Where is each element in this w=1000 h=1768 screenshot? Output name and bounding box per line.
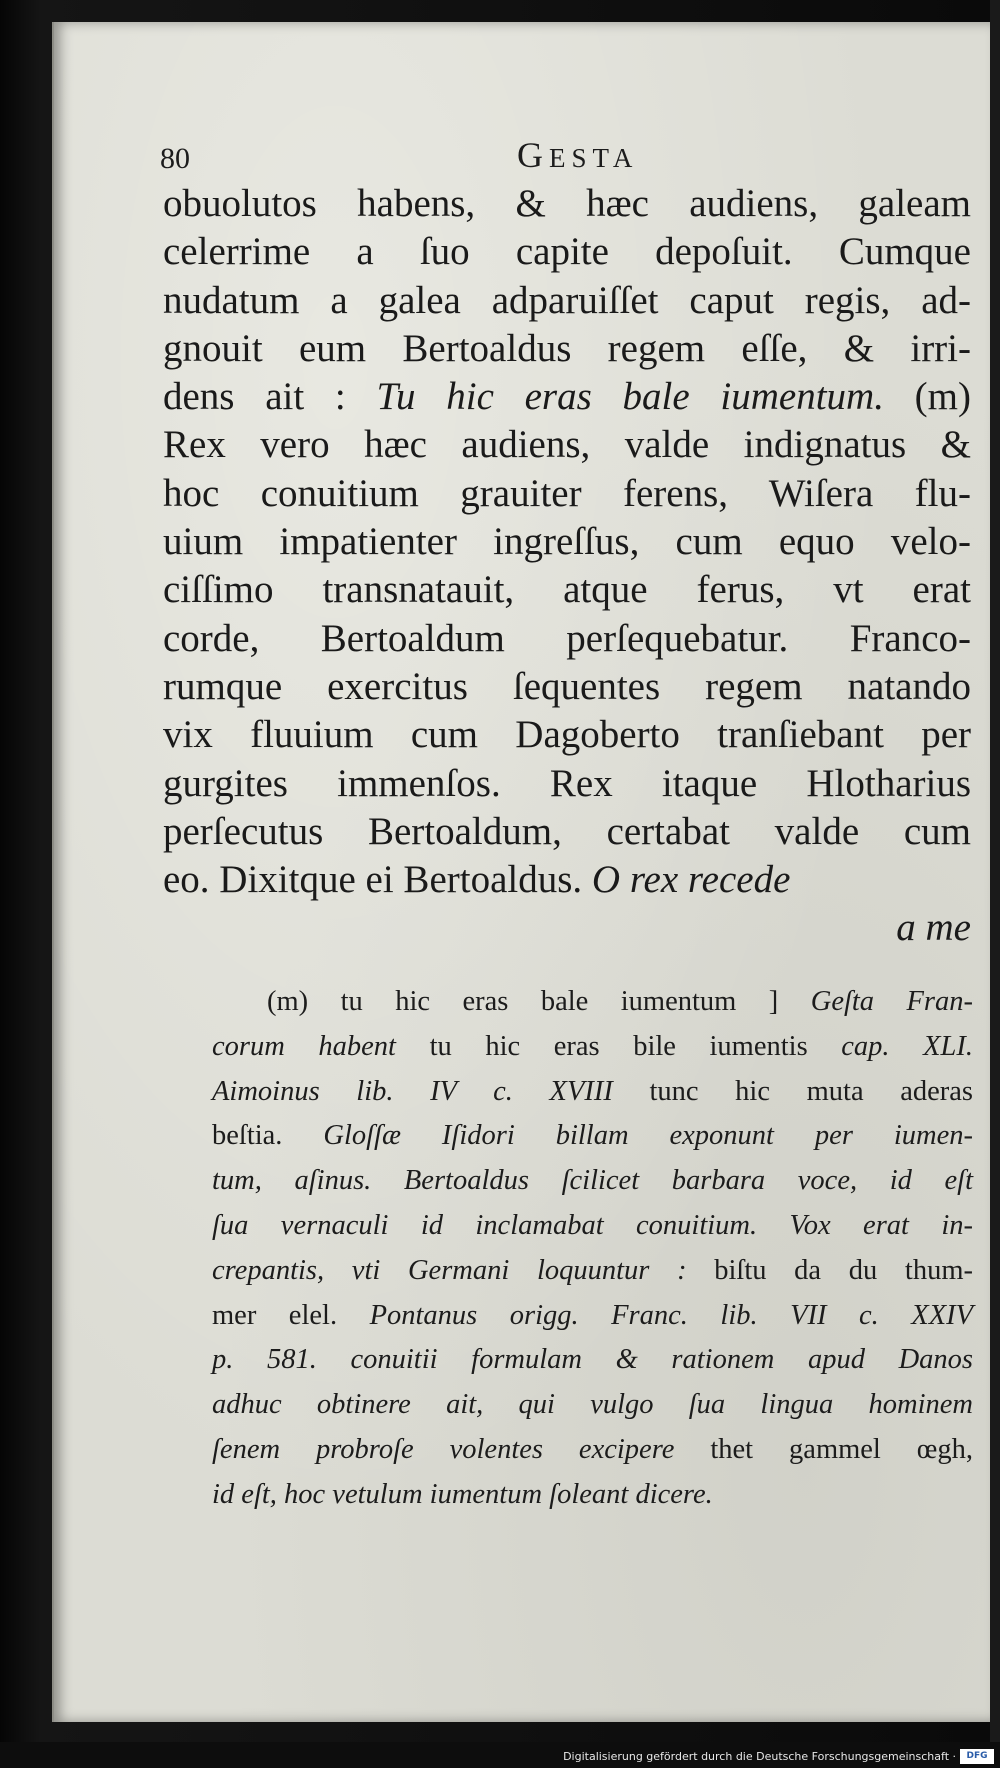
dfg-logo: DFG <box>960 1749 994 1764</box>
footnote-line <box>212 1114 973 1159</box>
footnote-segment: tum, aſinus. Bertoaldus ſcilicet barbara voce, id eſt <box>212 1165 973 1197</box>
footnote-block <box>212 980 973 1518</box>
text-line <box>163 760 971 808</box>
text-segment: corde, Bertoaldum perſequebatur. Franco- <box>163 616 971 660</box>
text-segment: hoc conuitium grauiter ferens, Wiſera flu- <box>163 471 971 515</box>
footnote-segment: Gloſſæ Iſidori billam exponunt per iumen- <box>323 1120 973 1152</box>
footnote-segment: tu hic eras bile iumentis <box>395 1030 842 1062</box>
footnote-line <box>212 1204 973 1249</box>
text-line <box>163 808 971 856</box>
text-segment: vix fluuium cum Dagoberto tranſiebant per <box>163 713 971 757</box>
footnote-line <box>212 1249 973 1294</box>
text-segment: obuolutos habens, & hæc audiens, galeam <box>163 182 971 225</box>
footnote-line <box>212 1070 973 1115</box>
text-segment: a me <box>896 906 971 950</box>
credit-bar <box>0 1742 1000 1768</box>
running-title <box>517 134 638 176</box>
text-line <box>163 518 971 566</box>
footnote-line <box>212 1338 973 1383</box>
text-line <box>163 373 971 421</box>
book-page <box>52 22 992 1722</box>
footnote-segment: corum habent <box>212 1030 396 1062</box>
footnote-segment: ſua vernaculi id inclamabat conuitium. Vox erat in- <box>212 1209 973 1241</box>
text-line <box>163 904 971 952</box>
text-line <box>163 663 971 711</box>
text-line <box>163 856 971 904</box>
text-segment: perſecutus Bertoaldum, certabat valde cum <box>163 809 971 853</box>
footnote-segment: Aimoinus lib. IV c. XVIII <box>212 1075 613 1107</box>
main-text-block <box>163 180 971 953</box>
text-line <box>163 711 971 759</box>
footnote-line <box>212 1473 973 1518</box>
text-line <box>163 277 971 325</box>
footnote-segment: ſenem probroſe volentes excipere <box>212 1433 675 1465</box>
text-segment: gurgites immenſos. Rex itaque Hlotharius <box>163 761 971 805</box>
footnote-line <box>267 980 973 1025</box>
text-segment: Rex vero hæc audiens, valde indignatus & <box>163 423 971 467</box>
text-segment: uium impatienter ingreſſus, cum equo velo- <box>163 520 971 564</box>
running-title-initial: G <box>517 135 549 175</box>
footnote-line <box>212 1294 973 1339</box>
text-segment: nudatum a galea adparuiſſet caput regis, ad- <box>163 278 971 322</box>
footnote-segment: biſtu da du thum- <box>686 1254 973 1286</box>
page-edge-shadow <box>990 0 1000 1768</box>
text-segment: O rex recede <box>591 858 791 902</box>
footnote-segment: crepantis, vti Germani loquuntur : <box>212 1254 687 1286</box>
funding-credit: Digitalisierung gefördert durch die Deutsche Forschungsgemeinschaft · <box>563 1750 956 1763</box>
text-segment: eo. Dixitque ei Bertoaldus. <box>163 858 592 902</box>
footnote-segment: thet gammel œgh, <box>674 1433 974 1465</box>
footnote-segment: mer elel. <box>212 1299 370 1331</box>
running-title-rest: ESTA <box>549 143 639 173</box>
text-line <box>163 566 971 614</box>
footnote-segment: tunc hic muta aderas <box>612 1075 973 1107</box>
running-head <box>54 122 992 178</box>
footnote-line <box>212 1159 973 1204</box>
text-segment: rumque exercitus ſequentes regem natando <box>163 664 971 708</box>
text-segment: gnouit eum Bertoaldus regem eſſe, & irri- <box>163 326 971 370</box>
text-segment: (m) <box>883 375 971 419</box>
footnote-line <box>212 1428 973 1473</box>
footnote-segment: adhuc obtinere ait, qui vulgo ſua lingua hominem <box>212 1389 973 1421</box>
footnote-segment: p. 581. conuitii formulam & rationem apud Danos <box>212 1344 973 1376</box>
text-line <box>163 325 971 373</box>
footnote-line <box>212 1025 973 1070</box>
page-number: 80 <box>160 142 190 175</box>
text-segment: ciſſimo transnatauit, atque ferus, vt erat <box>163 568 971 612</box>
footnote-segment: beſtia. <box>212 1120 324 1152</box>
text-segment: Tu hic eras bale iumentum. <box>376 375 884 419</box>
footnote-line <box>212 1383 973 1428</box>
text-segment: celerrime a ſuo capite depoſuit. Cumque <box>163 230 971 274</box>
footnote-segment: Pontanus origg. Franc. lib. VII c. XXIV <box>369 1299 973 1331</box>
footnote-segment: (m) tu hic eras bale iumentum ] <box>267 986 811 1017</box>
text-line <box>163 180 971 228</box>
text-line <box>163 421 971 469</box>
text-line <box>163 470 971 518</box>
footnote-segment: cap. XLI. <box>841 1030 973 1062</box>
text-segment: dens ait : <box>163 375 377 419</box>
footnote-segment: id eſt, hoc vetulum iumentum ſoleant dicere. <box>212 1478 713 1510</box>
text-line <box>163 228 971 276</box>
text-line <box>163 615 971 663</box>
footnote-segment: Geſta Fran- <box>810 986 973 1017</box>
